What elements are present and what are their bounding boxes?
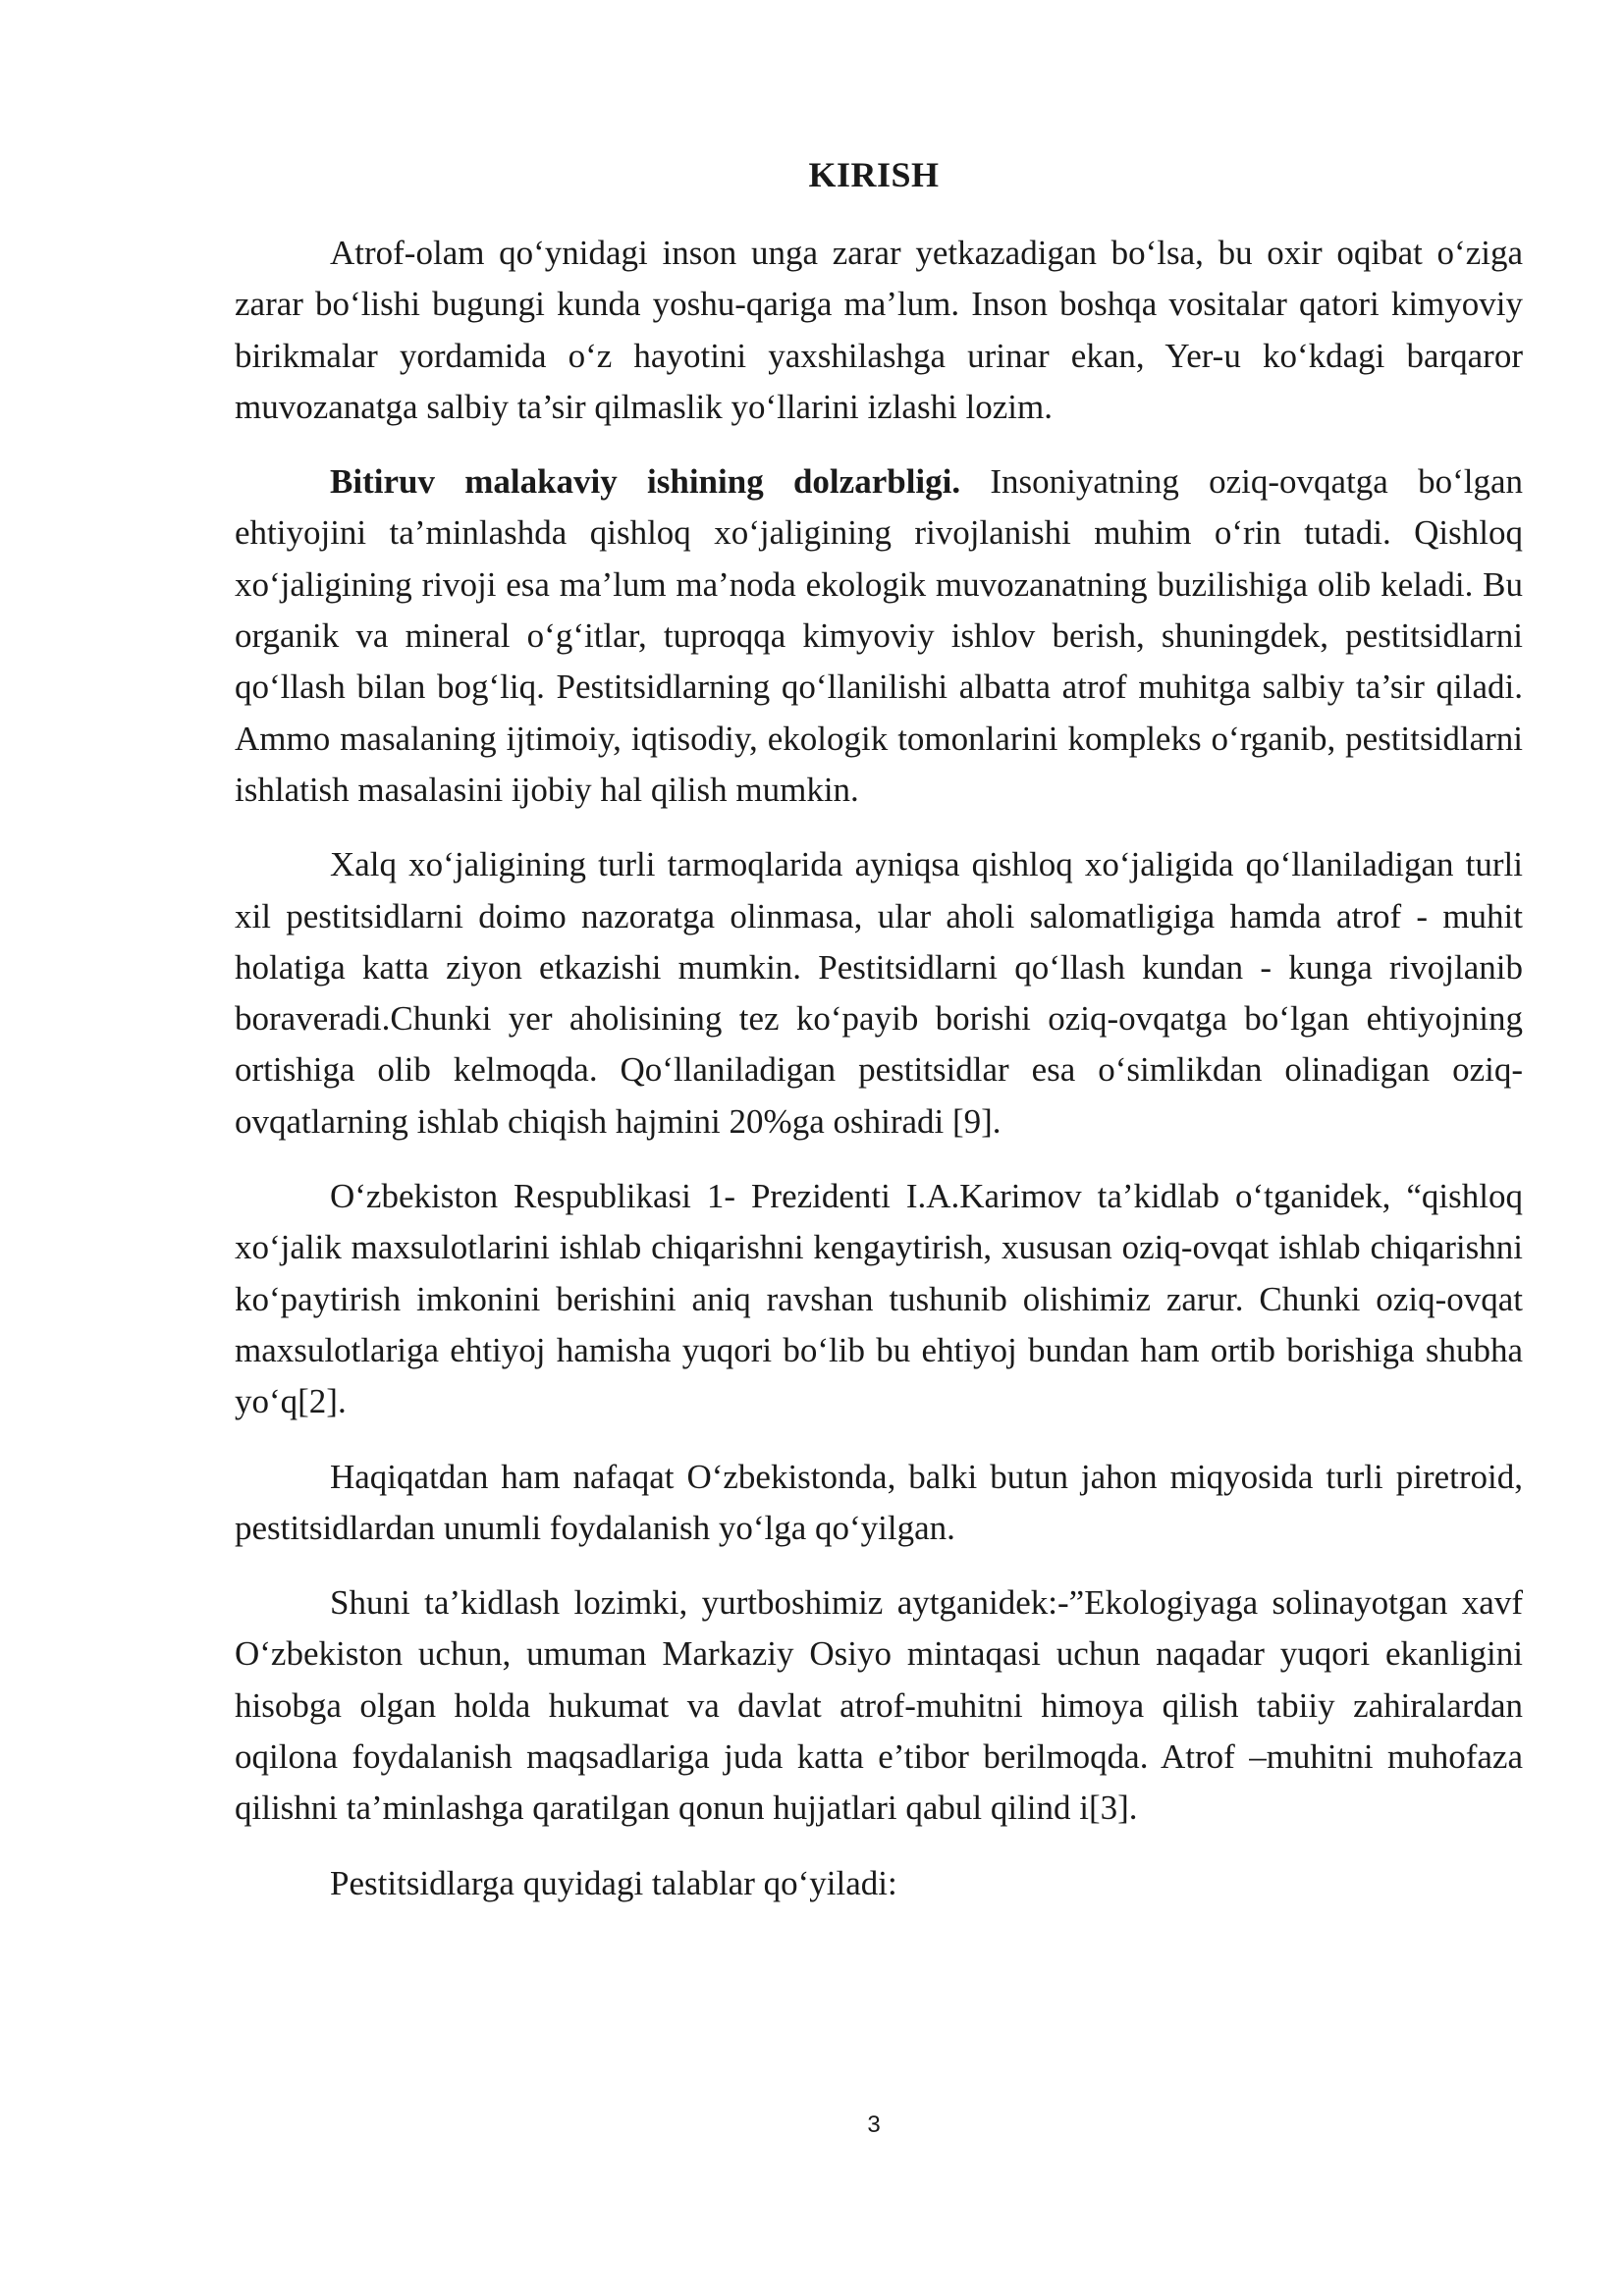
paragraph-5-text: Haqiqatdan ham nafaqat O‘zbekistonda, balki butun jahon miqyosida turli piretroid, pestitsidlardan unumli foydalanish yo‘lga qo‘yilgan. <box>235 1457 1523 1547</box>
body-text <box>235 228 1523 1933</box>
paragraph-4 <box>235 1171 1523 1427</box>
paragraph-3 <box>235 839 1523 1148</box>
page-title: KIRISH <box>808 155 940 194</box>
paragraph-7 <box>235 1858 1523 1909</box>
paragraph-4-text: O‘zbekiston Respublikasi 1- Prezidenti I.A.Karimov ta’kidlab o‘tganidek, “qishloq xo‘jalik maxsulotlarini ishlab chiqarishni kengaytirish, xususan oziq-ovqat ishlab chiqarishni ko‘paytirish imkonini berishini aniq ravshan tushunib olishimiz zarur. Chunki oziq-ovqat maxsulotlariga ehtiyoj hamisha yuqori bo‘lib bu ehtiyoj bundan ham ortib borishiga shubha yo‘q[2]. <box>235 1177 1523 1421</box>
paragraph-1-text: Atrof-olam qo‘ynidagi inson unga zarar yetkazadigan bo‘lsa, bu oxir oqibat o‘ziga zarar bo‘lishi bugungi kunda yoshu-qariga ma’lum. Inson boshqa vositalar qatori kimyoviy birikmalar yordamida o‘z hayotini yaxshilashga urinar ekan, Yer-u ko‘kdagi barqaror muvozanatga salbiy ta’sir qilmaslik yo‘llarini izlashi lozim. <box>235 234 1523 426</box>
paragraph-5 <box>235 1452 1523 1555</box>
paragraph-6 <box>235 1577 1523 1834</box>
paragraph-7-text: Pestitsidlarga quyidagi talablar qo‘yiladi: <box>330 1863 897 1902</box>
paragraph-1 <box>235 228 1523 433</box>
paragraph-6-text: Shuni ta’kidlash lozimki, yurtboshimiz aytganidek:-”Ekologiyaga solinayotgan xavf O‘zbekiston uchun, umuman Markaziy Osiyo mintaqasi uchun naqadar yuqori ekanligini hisobga olgan holda hukumat va davlat atrof-muhitni himoya qilish tabiiy zahiralardan oqilona foydalanish maqsadlariga juda katta e’tibor berilmoqda. Atrof –muhitni muhofaza qilishni ta’minlashga qaratilgan qonun hujjatlari qabul qilind i[3]. <box>235 1583 1523 1828</box>
page-number: 3 <box>867 2111 881 2138</box>
paragraph-3-text: Xalq xo‘jaligining turli tarmoqlarida ayniqsa qishloq xo‘jaligida qo‘llaniladigan turli xil pestitsidlarni doimo nazoratga olinmasa, ular aholi salomatligiga hamda atrof - muhit holatiga katta ziyon etkazishi mumkin. Pestitsidlarni qo‘llash kundan - kunga rivojlanib boraveradi.Chunki yer aholisining tez ko‘payib borishi oziq-ovqatga bo‘lgan ehtiyojning ortishiga olib kelmoqda. Qo‘llaniladigan pestitsidlar esa o‘simlikdan olinadigan oziq-ovqatlarning ishlab chiqish hajmini 20%ga oshiradi [9]. <box>235 845 1523 1141</box>
paragraph-2 <box>235 456 1523 816</box>
paragraph-2-lead-heading: Bitiruv malakaviy ishining dolzarbligi. <box>330 462 961 502</box>
paragraph-2-text: Insoniyatning oziq-ovqatga bo‘lgan ehtiyojini ta’minlashda qishloq xo‘jaligining rivojlanishi muhim o‘rin tutadi. Qishloq xo‘jaligining rivoji esa ma’lum ma’noda ekologik muvozanatning buzilishiga olib keladi. Bu organik va mineral o‘g‘itlar, tuproqqa kimyoviy ishlov berish, shuningdek, pestitsidlarni qo‘llash bilan bog‘liq. Pestitsidlarning qo‘llanilishi albatta atrof muhitga salbiy ta’sir qiladi. Ammo masalaning ijtimoiy, iqtisodiy, ekologik tomonlarini kompleks o‘rganib, pestitsidlarni ishlatish masalasini ijobiy hal qilish mumkin. <box>235 462 1523 809</box>
